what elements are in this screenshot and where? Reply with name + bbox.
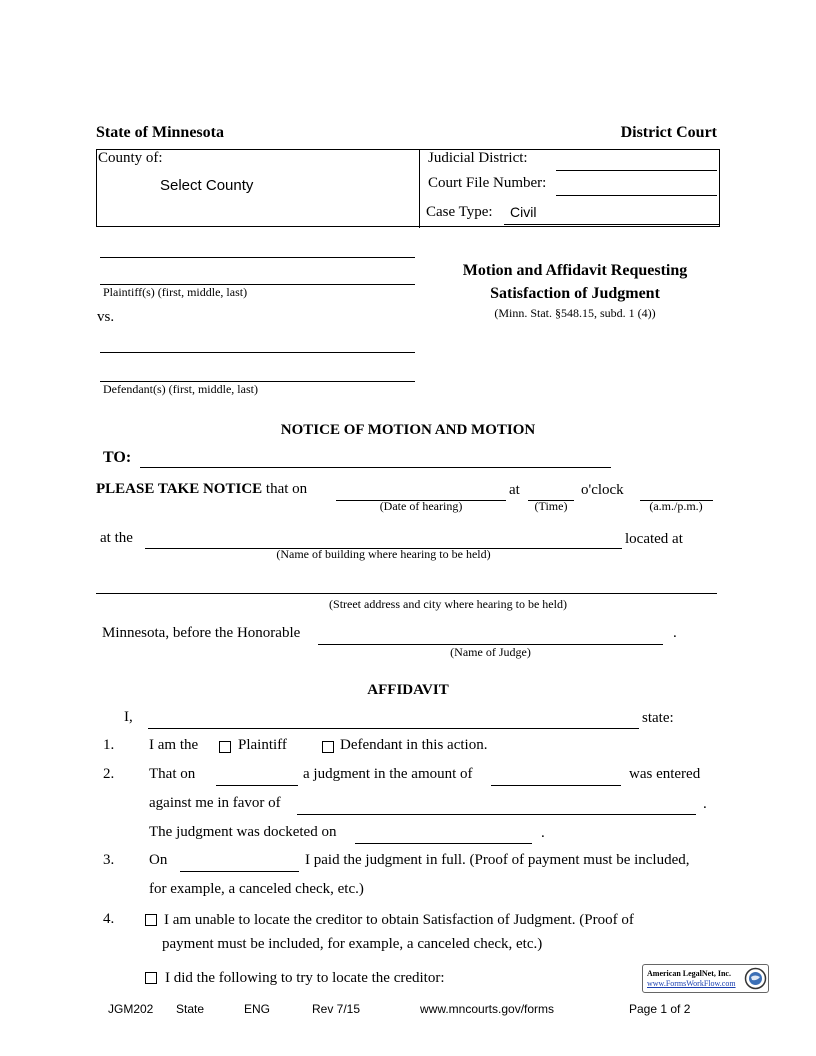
footer-language: ENG [244, 1002, 271, 1016]
legalnet-logo [642, 964, 769, 993]
item2-number: 2. [103, 766, 115, 782]
building-caption: (Name of building where hearing to be held) [276, 547, 491, 561]
item3-number: 3. [103, 852, 115, 868]
located-at-text: located at [625, 531, 683, 547]
item1-number: 1. [103, 737, 115, 753]
item2-judgment-text: a judgment in the amount of [303, 766, 473, 782]
tried-to-locate-checkbox[interactable] [145, 972, 157, 984]
court-heading: District Court [620, 124, 717, 141]
at-the-text: at the [100, 530, 133, 546]
caption-divider [419, 150, 420, 228]
please-take-notice-bold: PLEASE TAKE NOTICE [96, 481, 263, 497]
county-label: County of: [98, 150, 163, 166]
court-file-number-field[interactable] [556, 193, 717, 196]
state-heading: State of Minnesota [96, 124, 224, 141]
case-type-label: Case Type: [426, 204, 493, 220]
item2-docketed-text: The judgment was docketed on [149, 824, 337, 840]
judgment-amount-field[interactable] [491, 785, 621, 786]
state-colon-label: state: [642, 710, 674, 726]
item2-against-text: against me in favor of [149, 795, 281, 811]
ampm-caption: (a.m./p.m.) [649, 499, 703, 513]
judge-period: . [673, 625, 677, 641]
plaintiff-checkbox[interactable] [219, 741, 231, 753]
affiant-i-label: I, [124, 709, 133, 725]
defendant-checkbox[interactable] [322, 741, 334, 753]
item4-did-text: I did the following to try to locate the creditor: [165, 970, 445, 986]
plaintiff-line-1[interactable] [100, 257, 415, 258]
item3-example-text: for example, a canceled check, etc.) [149, 881, 364, 897]
item1-text: I am the [149, 737, 199, 753]
statute-citation: (Minn. Stat. §548.15, subd. 1 (4)) [494, 306, 656, 320]
plaintiff-option-label: Plaintiff [238, 737, 287, 753]
judgment-date-field[interactable] [216, 785, 298, 786]
footer-website-link[interactable]: www.mncourts.gov/forms [420, 1002, 555, 1016]
street-caption: (Street address and city where hearing to be held) [329, 597, 567, 611]
court-file-label: Court File Number: [428, 175, 547, 191]
judicial-district-label: Judicial District: [428, 150, 528, 166]
footer-jurisdiction: State [176, 1002, 205, 1016]
before-honorable-text: Minnesota, before the Honorable [102, 625, 301, 641]
judicial-district-field[interactable] [556, 168, 717, 171]
to-field[interactable] [140, 467, 611, 468]
item3-on-text: On [149, 852, 168, 868]
notice-heading: NOTICE OF MOTION AND MOTION [280, 422, 536, 438]
date-of-hearing-caption: (Date of hearing) [379, 499, 463, 513]
form-title-line1: Motion and Affidavit Requesting [462, 262, 688, 279]
county-select[interactable]: Select County [160, 177, 254, 194]
logo-url-link[interactable]: www.FormsWorkFlow.com [647, 979, 736, 988]
creditor-name-field[interactable] [297, 814, 696, 815]
item2-that-on: That on [149, 766, 196, 782]
item4-unable-line2: payment must be included, for example, a canceled check, etc.) [162, 936, 543, 952]
item2-docketed-period: . [541, 825, 545, 841]
footer-page-number: Page 1 of 2 [629, 1002, 691, 1016]
defendant-label: Defendant(s) (first, middle, last) [103, 382, 258, 396]
footer-form-code: JGM202 [108, 1002, 154, 1016]
vs-label: vs. [97, 309, 115, 325]
defendant-line-1[interactable] [100, 352, 415, 353]
affiant-name-field[interactable] [148, 728, 639, 729]
item4-number: 4. [103, 911, 115, 927]
payment-date-field[interactable] [180, 871, 299, 872]
form-title-line2: Satisfaction of Judgment [490, 285, 660, 302]
logo-company: American LegalNet, Inc. [647, 969, 731, 978]
at-text: at [509, 482, 520, 498]
unable-to-locate-checkbox[interactable] [145, 914, 157, 926]
item3-paid-text: I paid the judgment in full. (Proof of payment must be included, [305, 852, 690, 868]
case-type-value[interactable]: Civil [510, 204, 537, 220]
logo-globe-icon [744, 967, 767, 990]
case-type-field[interactable] [504, 222, 720, 225]
oclock-text: o'clock [581, 482, 624, 498]
street-address-field[interactable] [96, 593, 717, 594]
plaintiff-label: Plaintiff(s) (first, middle, last) [103, 285, 248, 299]
footer-revision: Rev 7/15 [312, 1002, 361, 1016]
item2-entered-text: was entered [629, 766, 701, 782]
docketed-date-field[interactable] [355, 843, 532, 844]
that-on-text: that on [265, 481, 308, 497]
affidavit-heading: AFFIDAVIT [367, 682, 449, 698]
please-take-notice [96, 481, 307, 498]
time-caption: (Time) [534, 499, 568, 513]
to-label: TO: [103, 449, 132, 466]
item4-unable-line1: I am unable to locate the creditor to obtain Satisfaction of Judgment. (Proof of [164, 912, 634, 928]
defendant-option-label: Defendant in this action. [340, 737, 488, 753]
item2-period: . [703, 796, 707, 812]
judge-caption: (Name of Judge) [450, 645, 531, 659]
